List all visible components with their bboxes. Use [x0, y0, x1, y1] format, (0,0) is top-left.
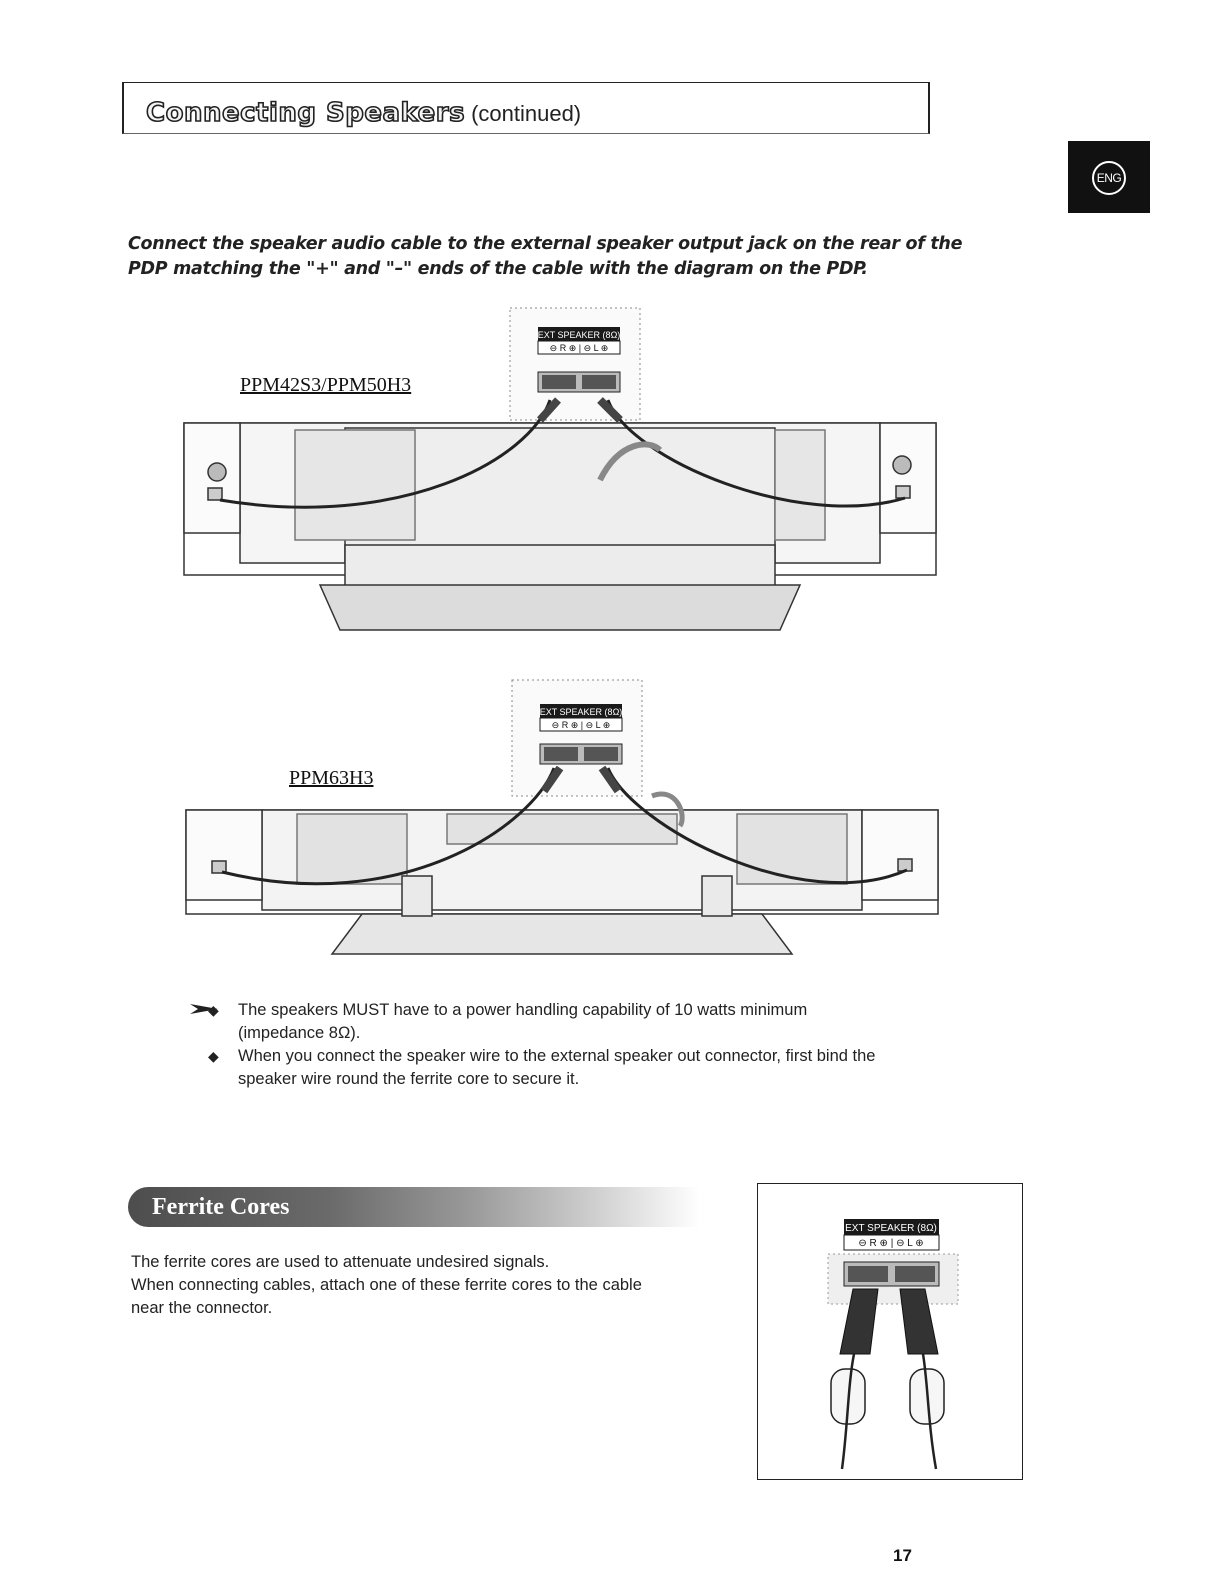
- note-line: speaker wire round the ferrite core to secure it.: [238, 1070, 580, 1088]
- ferrite-core-illustration: [758, 1184, 1021, 1478]
- language-tab: [1068, 141, 1150, 213]
- language-badge: ENG: [1092, 161, 1126, 195]
- diamond-bullet-icon: ◆: [208, 1048, 219, 1064]
- page-title-sub: (continued): [471, 101, 582, 126]
- note-line: When you connect the speaker wire to the external speaker out connector, first bind the: [238, 1047, 876, 1065]
- ferrite-line: The ferrite cores are used to attenuate undesired signals.: [131, 1253, 550, 1271]
- page-number: 17: [893, 1546, 912, 1565]
- model-label-ppm63: PPM63H3: [289, 767, 374, 789]
- jack-label-1: EXT SPEAKER (8Ω): [537, 330, 621, 340]
- jack-terminals-1: ⊖ R ⊕ | ⊖ L ⊕: [549, 343, 609, 353]
- diagram-ppm42-50: [180, 300, 940, 645]
- ferrite-section-title: Ferrite Cores: [152, 1194, 290, 1220]
- jack-inset-1: [510, 308, 640, 420]
- tv-stand-1: [320, 545, 800, 630]
- note-line: The speakers MUST have to a power handling capability of 10 watts minimum: [238, 1001, 808, 1019]
- ferrite-line: When connecting cables, attach one of these ferrite cores to the cable: [131, 1276, 642, 1294]
- intro-instruction: Connect the speaker audio cable to the external speaker output jack on the rear of the PDP matching the "+" and "–" ends of the cable with the diagram on the PDP.: [128, 234, 963, 279]
- ferrite-jack-terminals: ⊖ R ⊕ | ⊖ L ⊕: [858, 1238, 924, 1249]
- note-line: (impedance 8Ω).: [238, 1024, 361, 1042]
- ferrite-illustration-frame: [757, 1183, 1023, 1480]
- model-label-ppm42-50: PPM42S3/PPM50H3: [240, 374, 412, 396]
- jack-label-2: EXT SPEAKER (8Ω): [539, 707, 623, 717]
- note-item: [208, 999, 938, 1045]
- jack-inset-2: [512, 680, 642, 796]
- ferrite-jack-label: EXT SPEAKER (8Ω): [845, 1223, 937, 1234]
- ferrite-line: near the connector.: [131, 1299, 273, 1317]
- note-item: [208, 1045, 938, 1091]
- tv-rear-2: [186, 810, 938, 914]
- diamond-bullet-icon: ◆: [208, 1002, 219, 1018]
- jack-terminals-2: ⊖ R ⊕ | ⊖ L ⊕: [551, 720, 611, 730]
- diagram-ppm63: [182, 676, 942, 958]
- page-title-main: Connecting Speakers: [146, 98, 466, 128]
- ferrite-description: [131, 1251, 691, 1320]
- page-title: [146, 96, 581, 130]
